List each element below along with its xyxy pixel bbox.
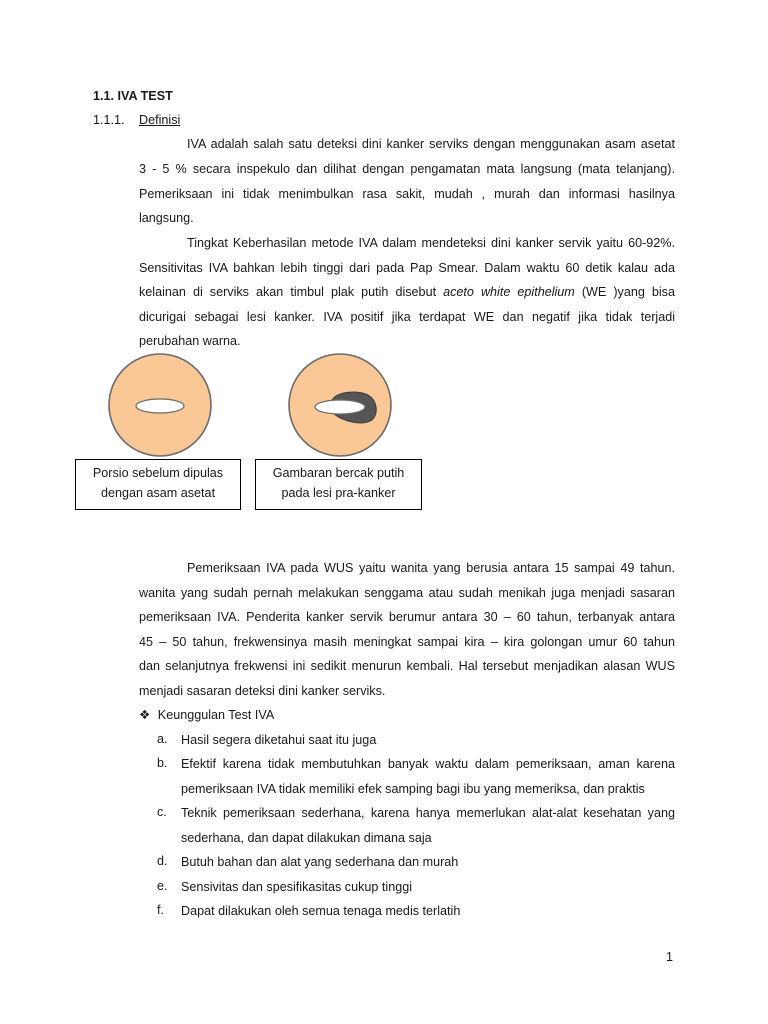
para2-line-1: Tingkat Keberhasilan metode IVA dalam mendeteksi dini kanker servik yaitu 60-92%.: [187, 236, 675, 250]
subsection-number: 1.1.1.: [93, 113, 125, 127]
para1-line-3: Pemeriksaan ini tidak menimbulkan rasa sakit, mudah , murah dan informasi hasilnya: [139, 187, 675, 201]
para2-line-3-pre: kelainan di serviks akan timbul plak putih disebut: [139, 285, 444, 299]
para1-line-2: 3 - 5 % secara inspekulo dan dilihat dengan pengamatan mata langsung (mata telanjang).: [139, 162, 675, 176]
page-number: 1: [666, 950, 674, 964]
cervix-lesion-os: [315, 400, 365, 414]
caption-lesion-line-1: Gambaran bercak putih: [272, 466, 405, 480]
cervix-figure: [100, 352, 400, 457]
list-item-e-marker: e.: [157, 879, 168, 893]
list-item-d-marker: d.: [157, 854, 168, 868]
para2-line-2: Sensitivitas IVA bahkan lebih tinggi dari pada Pap Smear. Dalam waktu 60 detik kalau ada: [139, 261, 675, 275]
list-item-a-marker: a.: [157, 732, 168, 746]
para2-line-3-italic: aceto white epithelium: [443, 285, 575, 299]
para3-line-5: dan selanjutnya frekwensi ini sedikit menurun kembali. Hal tersebut menjadikan alasan WUS: [139, 659, 675, 673]
caption-normal-line-2: dengan asam asetat: [100, 486, 216, 500]
cervix-normal: [109, 354, 211, 456]
list-item-f-marker: f.: [157, 903, 164, 917]
para2-line-4: dicurigai sebagai lesi kanker. IVA positif jika terdapat WE dan negatif jika tidak terjadi: [139, 310, 675, 324]
caption-lesion: [255, 459, 422, 510]
list-item-b-text-line-2: pemeriksaan IVA tidak memiliki efek samping bagi ibu yang memeriksa, dan praktis: [181, 782, 645, 796]
section-heading: [93, 89, 173, 103]
para3-line-2: wanita yang sudah pernah melakukan senggama atau sudah menikah juga menjadi sasaran: [139, 586, 675, 600]
list-item-b-text-line-1: Efektif karena tidak membutuhkan banyak waktu dalam pemeriksaan, aman karena: [181, 757, 675, 771]
list-item-f-text: Dapat dilakukan oleh semua tenaga medis terlatih: [181, 904, 461, 918]
para1-line-4: langsung.: [139, 211, 194, 225]
para3-line-6: menjadi sasaran deteksi dini kanker serviks.: [139, 684, 386, 698]
para3-line-1: Pemeriksaan IVA pada WUS yaitu wanita yang berusia antara 15 sampai 49 tahun.: [187, 561, 675, 575]
list-item-c-marker: c.: [157, 805, 167, 819]
caption-normal-line-1: Porsio sebelum dipulas: [92, 466, 224, 480]
caption-normal: [75, 459, 241, 510]
para2-line-3: [139, 284, 675, 300]
advantages-heading: [139, 707, 274, 723]
list-item-e-text: Sensivitas dan spesifikasitas cukup tinggi: [181, 880, 413, 894]
diamond-bullet-icon: ❖: [139, 708, 151, 722]
list-item-b-marker: b.: [157, 756, 168, 770]
list-item-d-text: Butuh bahan dan alat yang sederhana dan murah: [181, 855, 459, 869]
para3-line-4: 45 – 50 tahun, frekwensinya masih meningkat sampai kira – kira golongan umur 60 tahun: [139, 635, 675, 649]
para3-line-3: pemeriksaan IVA. Penderita kanker servik berumur antara 30 – 60 tahun, terbanyak antara: [139, 610, 675, 624]
subsection-title: Definisi: [139, 113, 181, 127]
cervix-lesion: [289, 354, 391, 456]
advantages-title: Keunggulan Test IVA: [157, 708, 275, 722]
list-item-c-text-line-2: sederhana, dan dapat dilakukan dimana saja: [181, 831, 432, 845]
section-number: 1.1.: [93, 89, 115, 103]
caption-lesion-line-2: pada lesi pra-kanker: [281, 486, 396, 500]
cervix-normal-os: [136, 399, 184, 413]
section-title: IVA TEST: [117, 89, 173, 103]
list-item-a-text: Hasil segera diketahui saat itu juga: [181, 733, 377, 747]
para2-line-3-post: (WE )yang bisa: [574, 285, 675, 299]
list-item-c-text-line-1: Teknik pemeriksaan sederhana, karena hanya memerlukan alat-alat kesehatan yang: [181, 806, 675, 820]
para1-line-1: IVA adalah salah satu deteksi dini kanker serviks dengan menggunakan asam asetat: [187, 137, 675, 151]
para2-line-5: perubahan warna.: [139, 334, 241, 348]
